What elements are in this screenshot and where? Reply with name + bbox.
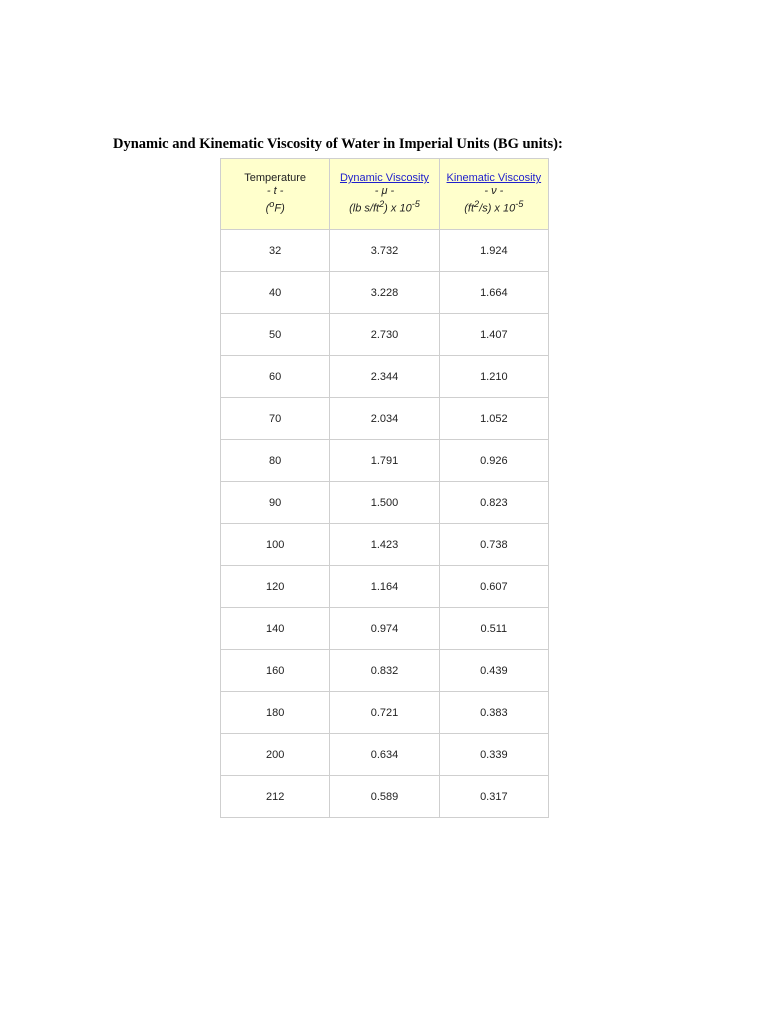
dynamic-viscosity-cell: 0.589 — [330, 776, 439, 818]
dynamic-viscosity-cell: 1.791 — [330, 440, 439, 482]
table-row — [221, 734, 549, 776]
temperature-cell: 90 — [221, 482, 330, 524]
table-row — [221, 566, 549, 608]
dynamic-viscosity-cell: 1.164 — [330, 566, 439, 608]
table-row — [221, 356, 549, 398]
table-body — [221, 230, 549, 818]
kinematic-viscosity-cell: 0.383 — [439, 692, 548, 734]
table-row — [221, 482, 549, 524]
table-row — [221, 230, 549, 272]
table-row — [221, 692, 549, 734]
table-row — [221, 398, 549, 440]
dynamic-viscosity-cell: 2.034 — [330, 398, 439, 440]
temperature-cell: 50 — [221, 314, 330, 356]
table-row — [221, 272, 549, 314]
temperature-cell: 120 — [221, 566, 330, 608]
kinematic-viscosity-cell: 0.926 — [439, 440, 548, 482]
header-dynamic-viscosity-symbol: - μ - — [374, 185, 395, 198]
dynamic-viscosity-cell: 0.832 — [330, 650, 439, 692]
table-row — [221, 650, 549, 692]
kinematic-viscosity-cell: 1.924 — [439, 230, 548, 272]
dynamic-viscosity-cell: 0.721 — [330, 692, 439, 734]
kinematic-viscosity-cell: 0.607 — [439, 566, 548, 608]
kinematic-viscosity-cell: 0.511 — [439, 608, 548, 650]
kinematic-viscosity-cell: 1.407 — [439, 314, 548, 356]
dynamic-viscosity-cell: 1.500 — [330, 482, 439, 524]
dynamic-viscosity-cell: 1.423 — [330, 524, 439, 566]
viscosity-table — [220, 158, 549, 818]
dynamic-viscosity-cell: 0.974 — [330, 608, 439, 650]
kinematic-viscosity-cell: 0.439 — [439, 650, 548, 692]
page-title: Dynamic and Kinematic Viscosity of Water in Imperial Units (BG units): — [113, 136, 563, 152]
header-kinematic-viscosity — [439, 159, 548, 230]
temperature-cell: 200 — [221, 734, 330, 776]
kinematic-viscosity-cell: 0.339 — [439, 734, 548, 776]
temperature-cell: 32 — [221, 230, 330, 272]
kinematic-viscosity-cell: 0.738 — [439, 524, 548, 566]
table-row — [221, 776, 549, 818]
temperature-cell: 70 — [221, 398, 330, 440]
table-row — [221, 440, 549, 482]
header-temperature — [221, 159, 330, 230]
temperature-cell: 100 — [221, 524, 330, 566]
dynamic-viscosity-cell: 2.730 — [330, 314, 439, 356]
table-row — [221, 524, 549, 566]
header-temperature-symbol: - t - — [266, 185, 284, 198]
kinematic-viscosity-cell: 1.664 — [439, 272, 548, 314]
temperature-cell: 212 — [221, 776, 330, 818]
temperature-cell: 180 — [221, 692, 330, 734]
kinematic-viscosity-cell: 0.823 — [439, 482, 548, 524]
kinematic-viscosity-link[interactable]: Kinematic Viscosity — [446, 172, 542, 185]
dynamic-viscosity-cell: 3.732 — [330, 230, 439, 272]
header-dynamic-viscosity — [330, 159, 439, 230]
temperature-cell: 60 — [221, 356, 330, 398]
table-header-row — [221, 159, 549, 230]
temperature-cell: 140 — [221, 608, 330, 650]
temperature-cell: 40 — [221, 272, 330, 314]
dynamic-viscosity-link[interactable]: Dynamic Viscosity — [339, 172, 430, 185]
temperature-cell: 160 — [221, 650, 330, 692]
header-dynamic-viscosity-unit: (lb $s/ft^2$) x $10^{-5}$ — [349, 199, 420, 215]
table-row — [221, 314, 549, 356]
kinematic-viscosity-cell: 1.052 — [439, 398, 548, 440]
table-row — [221, 608, 549, 650]
dynamic-viscosity-cell: 3.228 — [330, 272, 439, 314]
temperature-cell: 80 — [221, 440, 330, 482]
header-kinematic-viscosity-unit: $(ft^2/s)$ x $10^{-5}$ — [464, 199, 524, 215]
dynamic-viscosity-cell: 2.344 — [330, 356, 439, 398]
kinematic-viscosity-cell: 1.210 — [439, 356, 548, 398]
header-temperature-unit: ($^o$F) — [265, 199, 285, 215]
header-kinematic-viscosity-symbol: - ν - — [484, 185, 504, 198]
kinematic-viscosity-cell: 0.317 — [439, 776, 548, 818]
dynamic-viscosity-cell: 0.634 — [330, 734, 439, 776]
header-temperature-label: Temperature — [244, 172, 307, 185]
